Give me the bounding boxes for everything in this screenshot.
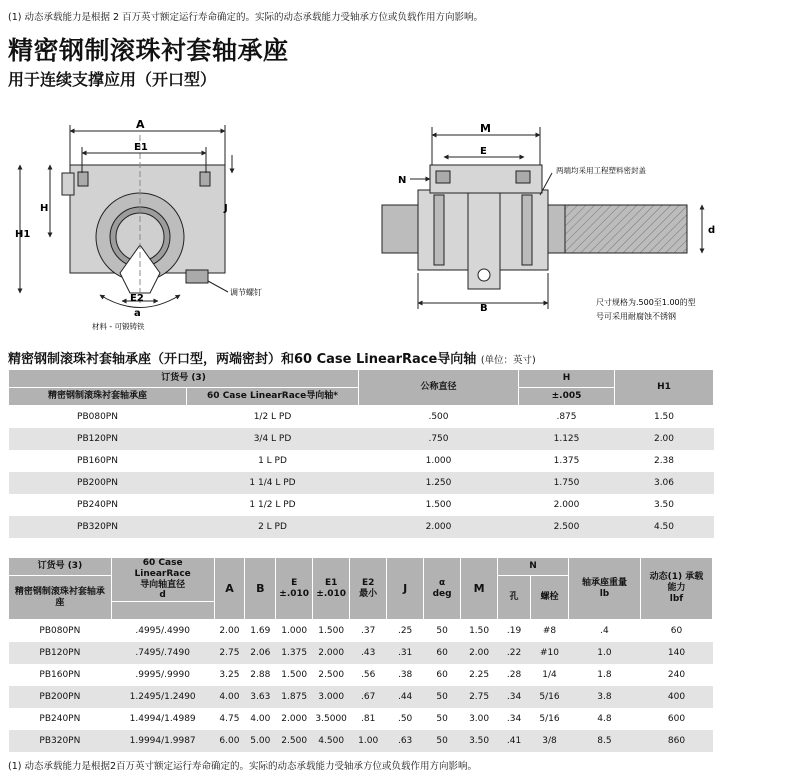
cell: 3/4 L PD xyxy=(187,428,359,450)
cell: 2.75 xyxy=(214,642,245,664)
t1-col-shaft: 60 Case LinearRace导向轴* xyxy=(187,388,359,406)
cell: 50 xyxy=(436,714,448,725)
table1-title-text: 精密钢制滚珠衬套轴承座（开口型，两端密封）和60 Case LinearRace导向轴 xyxy=(8,352,477,367)
dimension-table-1 xyxy=(8,369,714,538)
t2-load-line3: lbf xyxy=(669,593,684,604)
table-row xyxy=(9,620,713,643)
cell: 2.38 xyxy=(653,456,675,466)
cell: 1.750 xyxy=(519,472,615,494)
cell: .81 xyxy=(360,714,376,725)
cell: 1.875 xyxy=(276,686,313,708)
cell: 5.00 xyxy=(245,730,276,752)
cell: .19 xyxy=(506,626,522,637)
cell: .41 xyxy=(498,730,531,752)
cell: 4.50 xyxy=(615,516,714,538)
dim-e1: E1 xyxy=(134,142,148,153)
cell: .28 xyxy=(506,670,522,681)
cell: 50 xyxy=(436,626,448,637)
cell: 6.00 xyxy=(214,730,245,752)
dim-j: J xyxy=(224,203,228,214)
cell: 1.500 xyxy=(425,500,452,510)
cell: 2.75 xyxy=(461,686,498,708)
dim-e: E xyxy=(480,146,487,157)
t1-col-h1: H1 xyxy=(615,370,714,406)
cell: .34 xyxy=(498,686,531,708)
cell: 1.0 xyxy=(569,642,641,664)
footnote-top: (1) 动态承载能力是根据 2 百万英寸额定运行寿命确定的。实际的动态承载能力受轴承方位或负载作用方向影响。 xyxy=(8,12,484,23)
cell: 60 xyxy=(436,670,448,681)
cell: 2.25 xyxy=(469,670,490,681)
cell: 240 xyxy=(667,670,686,681)
page-subtitle: 用于连续支撑应用（开口型） xyxy=(8,70,217,89)
footnote-bottom: (1) 动态承载能力是根据2百万英寸额定运行寿命确定的。实际的动态承载能力受轴承方位或负载作用方向影响。 xyxy=(8,761,478,772)
cell: 1.500 xyxy=(281,670,308,681)
cell: .31 xyxy=(387,642,424,664)
cell: 1.50 xyxy=(469,626,490,637)
cell: 1 1/4 L PD xyxy=(187,472,359,494)
cell: .9995/.9990 xyxy=(135,670,190,681)
cell: #8 xyxy=(542,626,557,637)
dim-m: M xyxy=(480,122,491,135)
t2-col-n-bolt: 螺栓 xyxy=(530,576,568,620)
cell: 50 xyxy=(424,686,461,708)
cell: 1.000 xyxy=(425,456,452,466)
cell: 60 xyxy=(424,642,461,664)
cell: 1 1/2 L PD xyxy=(249,500,296,510)
cell: 1.2495/1.2490 xyxy=(111,686,214,708)
cell: 1.50 xyxy=(653,412,675,422)
cell: 1.9994/1.9987 xyxy=(111,730,214,752)
cell: 3.5000 xyxy=(315,714,347,725)
dim-alpha: a xyxy=(134,308,141,319)
cell: PB200PN xyxy=(9,686,112,708)
cell: 5/16 xyxy=(539,714,560,725)
t2-shaft-line3: d xyxy=(159,590,166,601)
page-title: 精密钢制滚珠衬套轴承座 xyxy=(8,36,289,65)
cell: 1.8 xyxy=(597,670,612,681)
cell: 2.00 xyxy=(461,642,498,664)
cell: 2.000 xyxy=(553,500,580,510)
cell: PB320PN xyxy=(9,516,187,538)
cell: 1/2 L PD xyxy=(253,412,292,422)
t2-col-bearing: 精密钢制滚珠衬套轴承座 xyxy=(9,576,112,620)
cell: .7495/.7490 xyxy=(111,642,214,664)
t2-e2-label: E2 xyxy=(361,577,375,588)
cell: .4 xyxy=(600,626,609,637)
t2-col-e2 xyxy=(350,558,387,620)
t2-e1-label: E1 xyxy=(324,577,338,588)
t2-load-line1: 动态(1) 承载 xyxy=(649,572,704,583)
technical-drawings xyxy=(0,95,790,345)
t2-weight-line2: lb xyxy=(599,588,610,599)
cell: 2.00 xyxy=(615,428,714,450)
cell: 3/8 xyxy=(530,730,568,752)
cell: 3.25 xyxy=(219,670,240,681)
cell: 1.00 xyxy=(350,730,387,752)
cell: PB160PN xyxy=(39,670,81,681)
dim-d: d xyxy=(708,225,716,236)
table-row xyxy=(9,686,713,708)
cell: 3.06 xyxy=(615,472,714,494)
cell: 3.8 xyxy=(569,686,641,708)
dim-n: N xyxy=(398,175,407,186)
cell: 8.5 xyxy=(569,730,641,752)
cell: 400 xyxy=(640,686,712,708)
dim-b: B xyxy=(480,303,488,314)
cell: 3.00 xyxy=(469,714,490,725)
dim-e2: E2 xyxy=(130,293,144,304)
cell: 2.500 xyxy=(318,670,345,681)
cell: 3.50 xyxy=(653,500,675,510)
table-row xyxy=(9,708,713,730)
cell: .67 xyxy=(350,686,387,708)
cell: .22 xyxy=(498,642,531,664)
t2-col-e xyxy=(276,558,313,620)
t2-col-e1 xyxy=(313,558,350,620)
cell: 4.75 xyxy=(219,714,240,725)
cell: 50 xyxy=(424,730,461,752)
cell: .25 xyxy=(397,626,413,637)
cell: 2.000 xyxy=(359,516,519,538)
t1-col-bearing: 精密钢制滚珠衬套轴承座 xyxy=(9,388,187,406)
cell: PB120PN xyxy=(9,428,187,450)
cell: 2.000 xyxy=(281,714,308,725)
cell: 60 xyxy=(670,626,683,637)
cell: 4.8 xyxy=(597,714,612,725)
cell: .34 xyxy=(506,714,522,725)
t2-col-shaft xyxy=(111,558,214,602)
cell: PB080PN xyxy=(39,626,81,637)
t2-col-order: 订货号 (3) xyxy=(9,558,112,576)
table-row xyxy=(9,642,713,664)
dim-a: A xyxy=(136,118,145,131)
t2-col-b: B xyxy=(245,558,276,620)
table-row xyxy=(9,406,714,429)
t2-e-label: E xyxy=(291,577,298,588)
cell: .750 xyxy=(359,428,519,450)
side-view-drawing xyxy=(382,122,715,321)
cell: .875 xyxy=(556,412,577,422)
t1-col-h: H xyxy=(519,370,615,388)
cell: 1.375 xyxy=(276,642,313,664)
t2-col-shaft-spacer xyxy=(111,602,214,620)
cell: PB240PN xyxy=(77,500,118,510)
cell: 1.250 xyxy=(359,472,519,494)
table-row xyxy=(9,472,714,494)
cell: 1.500 xyxy=(318,626,345,637)
cell: .56 xyxy=(360,670,376,681)
t2-col-n-hole: 孔 xyxy=(498,576,531,620)
t2-shaft-line1: 60 Case LinearRace xyxy=(134,558,191,579)
cell: .4995/.4990 xyxy=(135,626,190,637)
t2-e1-tol: ±.010 xyxy=(316,588,347,599)
cell: 2.500 xyxy=(519,516,615,538)
cell: 1.69 xyxy=(250,626,271,637)
t1-group-header: 订货号 (3) xyxy=(9,370,359,388)
cell: 600 xyxy=(667,714,686,725)
cell: 2.06 xyxy=(245,642,276,664)
table-row xyxy=(9,428,714,450)
t2-col-j: J xyxy=(387,558,424,620)
stainless-note-1: 尺寸规格为.500至1.00的型 xyxy=(596,298,696,307)
cell: .50 xyxy=(397,714,413,725)
table-row xyxy=(9,516,714,538)
t1-col-diameter: 公称直径 xyxy=(359,370,519,406)
cell: 1.375 xyxy=(553,456,580,466)
t2-weight-line1: 轴承座重量 xyxy=(581,577,627,588)
front-view-drawing xyxy=(15,118,262,331)
material-note: 材料 - 可锻铸铁 xyxy=(92,322,145,331)
cell: PB320PN xyxy=(9,730,112,752)
cell: 3.000 xyxy=(313,686,350,708)
dimension-table-2 xyxy=(8,557,713,752)
cell: 2.88 xyxy=(250,670,271,681)
t2-e-tol: ±.010 xyxy=(279,588,310,599)
t2-col-a: A xyxy=(214,558,245,620)
table-row xyxy=(9,664,713,686)
cell: PB080PN xyxy=(77,412,118,422)
cell: .44 xyxy=(387,686,424,708)
cell: .43 xyxy=(350,642,387,664)
table1-unit: (单位：英寸) xyxy=(480,355,536,366)
stainless-note-2: 号可采用耐腐蚀不锈钢 xyxy=(596,312,676,321)
cell: 4.00 xyxy=(214,686,245,708)
cell: 1.4994/1.4989 xyxy=(129,714,196,725)
cell: 3.50 xyxy=(461,730,498,752)
t2-col-load xyxy=(640,558,712,620)
table-row xyxy=(9,730,713,752)
cell: PB160PN xyxy=(77,456,118,466)
cell: PB200PN xyxy=(9,472,187,494)
t2-col-alpha xyxy=(424,558,461,620)
cell: .500 xyxy=(428,412,449,422)
table1-title xyxy=(8,348,536,367)
cell: 1 L PD xyxy=(258,456,287,466)
cell: PB240PN xyxy=(39,714,81,725)
t1-col-h-tol: ±.005 xyxy=(519,388,615,406)
t2-col-weight xyxy=(569,558,641,620)
t2-e2-sub: 最小 xyxy=(359,588,378,599)
cell: 2.000 xyxy=(313,642,350,664)
t2-alpha-label: α xyxy=(439,577,446,588)
dim-h: H xyxy=(40,203,49,214)
cell: 5/16 xyxy=(530,686,568,708)
table-row xyxy=(9,450,714,472)
cell: 2.500 xyxy=(276,730,313,752)
cell: PB120PN xyxy=(9,642,112,664)
t2-shaft-line2: 导向轴直径 xyxy=(140,579,186,590)
table-row xyxy=(9,494,714,516)
cell: .38 xyxy=(397,670,413,681)
callout-adjust-screw: 调节螺钉 xyxy=(230,288,262,297)
dim-h1: H1 xyxy=(15,229,31,240)
cell: 3.63 xyxy=(245,686,276,708)
cell: 140 xyxy=(640,642,712,664)
t2-col-n: N xyxy=(498,558,569,576)
callout-seal-caps: 两端均采用工程塑料密封盖 xyxy=(556,166,646,175)
cell: 2.00 xyxy=(219,626,240,637)
cell: #10 xyxy=(530,642,568,664)
cell: 4.500 xyxy=(313,730,350,752)
t2-alpha-unit: deg xyxy=(432,588,452,599)
cell: 2 L PD xyxy=(187,516,359,538)
cell: 1.125 xyxy=(519,428,615,450)
t2-col-m: M xyxy=(461,558,498,620)
cell: 860 xyxy=(640,730,712,752)
cell: .37 xyxy=(360,626,376,637)
t2-load-line2: 能力 xyxy=(667,583,686,594)
cell: 1.000 xyxy=(281,626,308,637)
cell: .63 xyxy=(387,730,424,752)
cell: 4.00 xyxy=(250,714,271,725)
cell: 1/4 xyxy=(542,670,557,681)
